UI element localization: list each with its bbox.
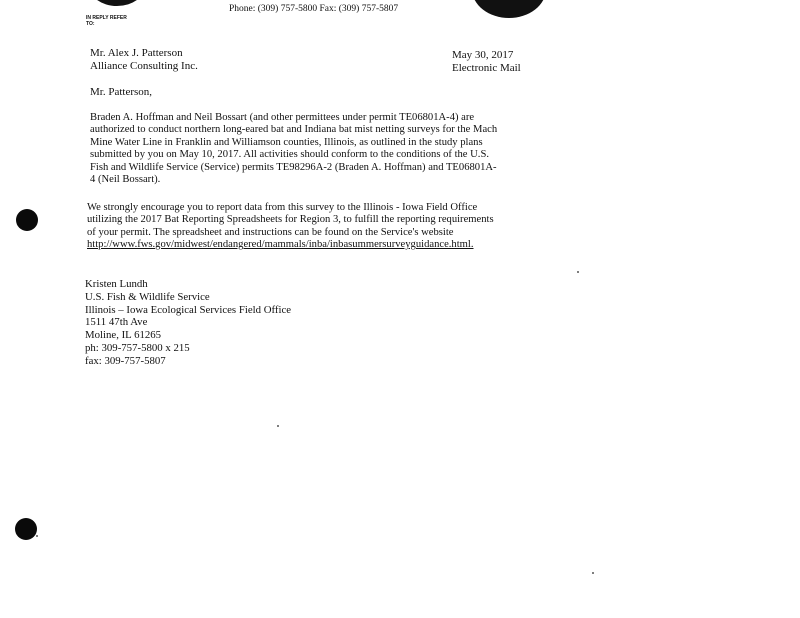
recipient-name: Mr. Alex J. Patterson: [90, 47, 183, 59]
scan-speck: [577, 271, 579, 273]
paragraph-line: submitted by you on May 10, 2017. All activities should conform to the conditions of the U.S.: [90, 149, 489, 161]
body-paragraph-2: [87, 202, 494, 252]
signer-phone: ph: 309-757-5800 x 215: [85, 341, 190, 354]
salutation: Mr. Patterson,: [90, 86, 153, 98]
paragraph-line: utilizing the 2017 Bat Reporting Spreadsheets for Region 3, to fulfill the reporting requirements: [87, 214, 494, 226]
signature-block: [85, 278, 291, 368]
scan-speck: [592, 572, 594, 574]
scan-speck: [36, 535, 38, 537]
paragraph-line: of your permit. The spreadsheet and instructions can be found on the Service's website: [87, 226, 454, 238]
paragraph-line: 4 (Neil Bossart).: [90, 174, 161, 186]
paragraph-line: Braden A. Hoffman and Neil Bossart (and other permittees under permit TE06801A-4) are: [90, 112, 475, 123]
signer-name: Kristen Lundh: [85, 278, 148, 290]
body-paragraph-1: [90, 112, 497, 186]
paragraph-line: We strongly encourage you to report data from this survey to the Illinois - Iowa Field Office: [87, 202, 478, 213]
signer-office: Illinois – Iowa Ecological Services Field Office: [85, 303, 292, 316]
delivery-method: Electronic Mail: [452, 62, 521, 74]
signer-organization: U.S. Fish & Wildlife Service: [85, 290, 210, 303]
punch-hole-top: [16, 209, 38, 231]
doi-seal-logo: [88, 0, 146, 6]
paragraph-line: Mine Water Line in Franklin and Williamson counties, Illinois, as outlined in the study plans: [90, 136, 483, 148]
signer-fax: fax: 309-757-5807: [85, 354, 166, 367]
fws-seal-logo: [472, 0, 546, 18]
punch-hole-bottom: [15, 518, 37, 540]
recipient-company: Alliance Consulting Inc.: [90, 60, 198, 72]
signer-address-city: Moline, IL 61265: [85, 329, 162, 342]
letter-date: May 30, 2017: [452, 49, 514, 61]
paragraph-line: Fish and Wildlife Service (Service) permits TE98296A-2 (Braden A. Hoffman) and TE06801A-: [90, 161, 497, 173]
scan-speck: [277, 425, 279, 427]
letterhead-phone-fax: Phone: (309) 757-5800 Fax: (309) 757-5807: [229, 4, 399, 14]
reply-refer-label: IN REPLY REFER: [86, 15, 127, 21]
reply-refer-to-label: TO:: [86, 21, 95, 27]
paragraph-line: authorized to conduct northern long-eared bat and Indiana bat mist netting surveys for the Mach: [90, 124, 498, 136]
website-link[interactable]: http://www.fws.gov/midwest/endangered/mammals/inba/inbasummersurveyguidance.html.: [87, 239, 474, 251]
signer-address-street: 1511 47th Ave: [85, 316, 148, 329]
